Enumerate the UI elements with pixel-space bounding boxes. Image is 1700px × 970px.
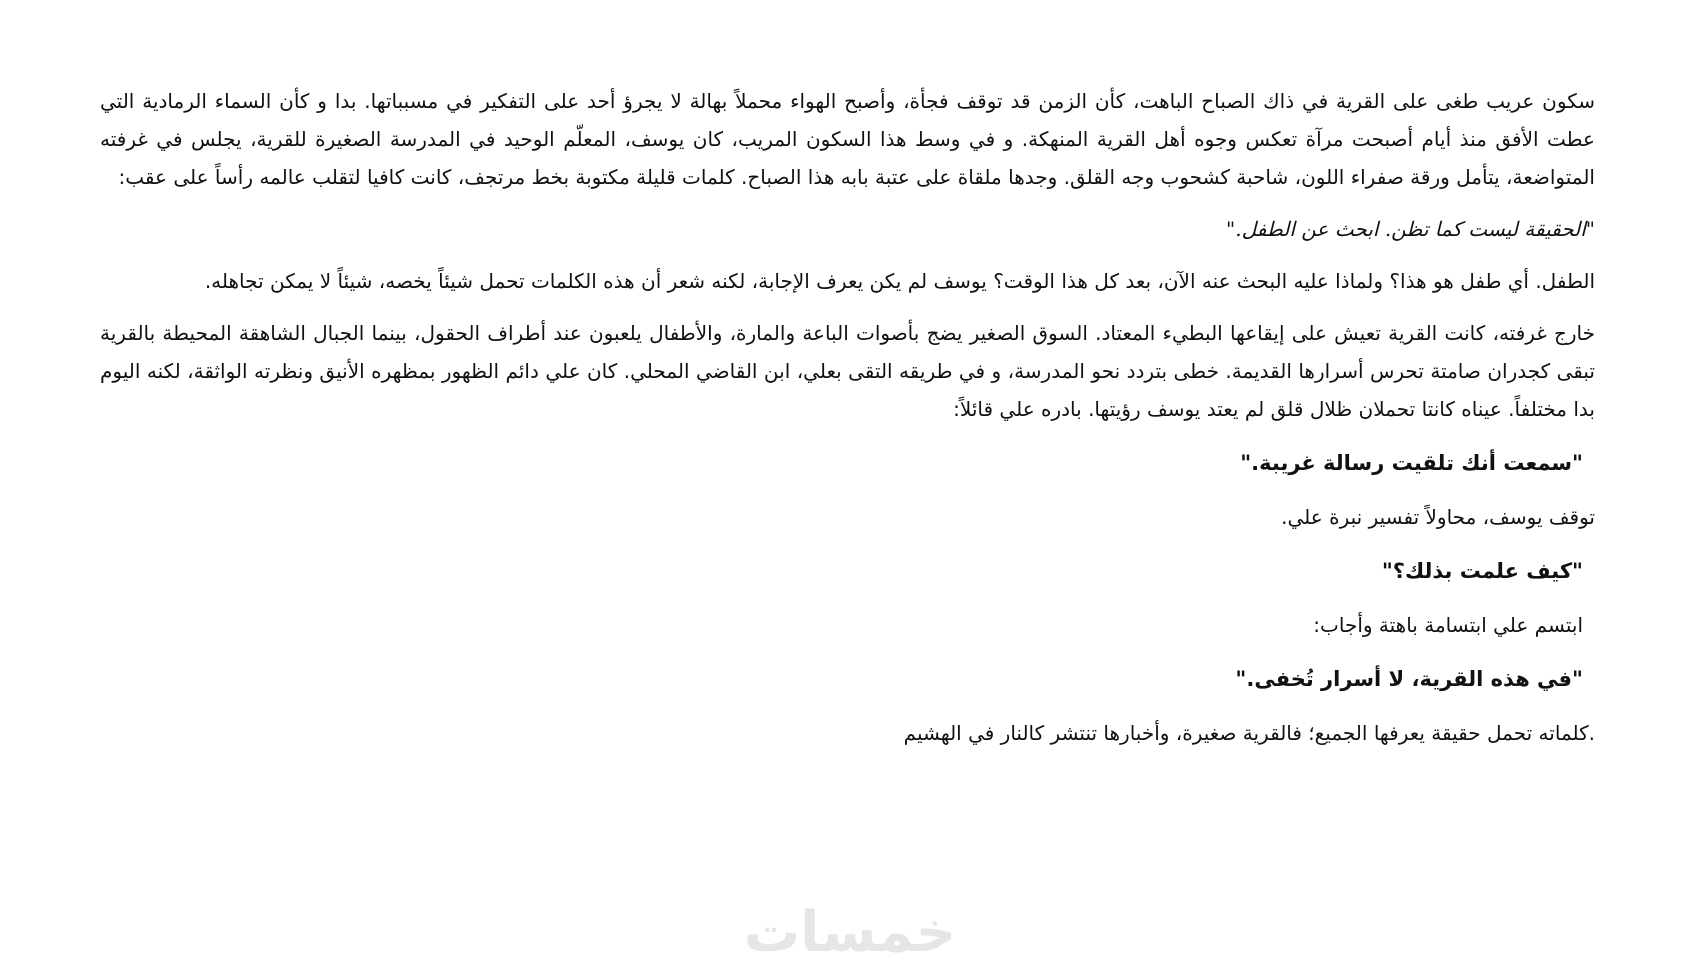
paragraph-3: خارج غرفته، كانت القرية تعيش على إيقاعها البطيء المعتاد. السوق الصغير يضج بأصوات الباعة والمارة، والأطفال يلعبون عند أطراف الحقول، بينما الجبال الشاهقة المحيطة بالقرية تبقى كجدران صامتة تحرس أسرارها القديمة. خطى بتردد نحو المدرسة، و في طريقه التقى بعلي، ابن القاضي المحلي. كان علي دائم الظهور بمظهره الأنيق ونظرته الواثقة، لكنه اليوم بدا مختلفاً. عيناه كانتا تحملان ظلال قلق لم يعتد يوسف رؤيتها. بادره علي قائلاً: — [100, 321, 1595, 421]
narration-line-3: .كلماته تحمل حقيقة يعرفها الجميع؛ فالقرية صغيرة، وأخبارها تنتشر كالنار في الهشيم — [903, 721, 1595, 745]
narration-line-2: ابتسم علي ابتسامة باهتة وأجاب: — [1313, 613, 1583, 637]
dialog-line-1: "سمعت أنك تلقيت رسالة غريبة." — [1240, 451, 1583, 475]
dialog-line-3: "في هذه القرية، لا أسرار تُخفى." — [1235, 667, 1583, 691]
dialog-line-2: "كيف علمت بذلك؟" — [1381, 559, 1583, 583]
paragraph-1: سكون عريب طغى على القرية في ذاك الصباح الباهت، كأن الزمن قد توقف فجأة، وأصبح الهواء محملاً بهالة لا يجرؤ أحد على التفكير في مسبباتها. بدا و كأن السماء الرمادية التي عطت الأفق منذ أيام أصبحت مرآة تعكس وجوه أهل القرية المنهكة. و في وسط هذا السكون المريب، كان يوسف، المعلّم الوحيد في المدرسة الصغيرة للقرية، يجلس في غرفته المتواضعة، يتأمل ورقة صفراء اللون، شاحبة كشحوب وجه القلق. وجدها ملقاة على عتبة بابه هذا الصباح. كلمات قليلة مكتوبة بخط مرتجف، كانت كافيا لتقلب عالمه رأساً على عقب: — [100, 89, 1595, 189]
document-body — [100, 82, 1595, 752]
note-quote: "الحقيقة ليست كما تظن. ابحث عن الطفل." — [1226, 217, 1595, 241]
watermark-logo: خمسات — [743, 900, 957, 965]
narration-line-1: توقف يوسف، محاولاً تفسير نبرة علي. — [1281, 505, 1595, 529]
paragraph-2: الطفل. أي طفل هو هذا؟ ولماذا عليه البحث عنه الآن، بعد كل هذا الوقت؟ يوسف لم يكن يعرف الإجابة، لكنه شعر أن هذه الكلمات تحمل شيئاً يخصه، شيئاً لا يمكن تجاهله. — [204, 269, 1595, 293]
